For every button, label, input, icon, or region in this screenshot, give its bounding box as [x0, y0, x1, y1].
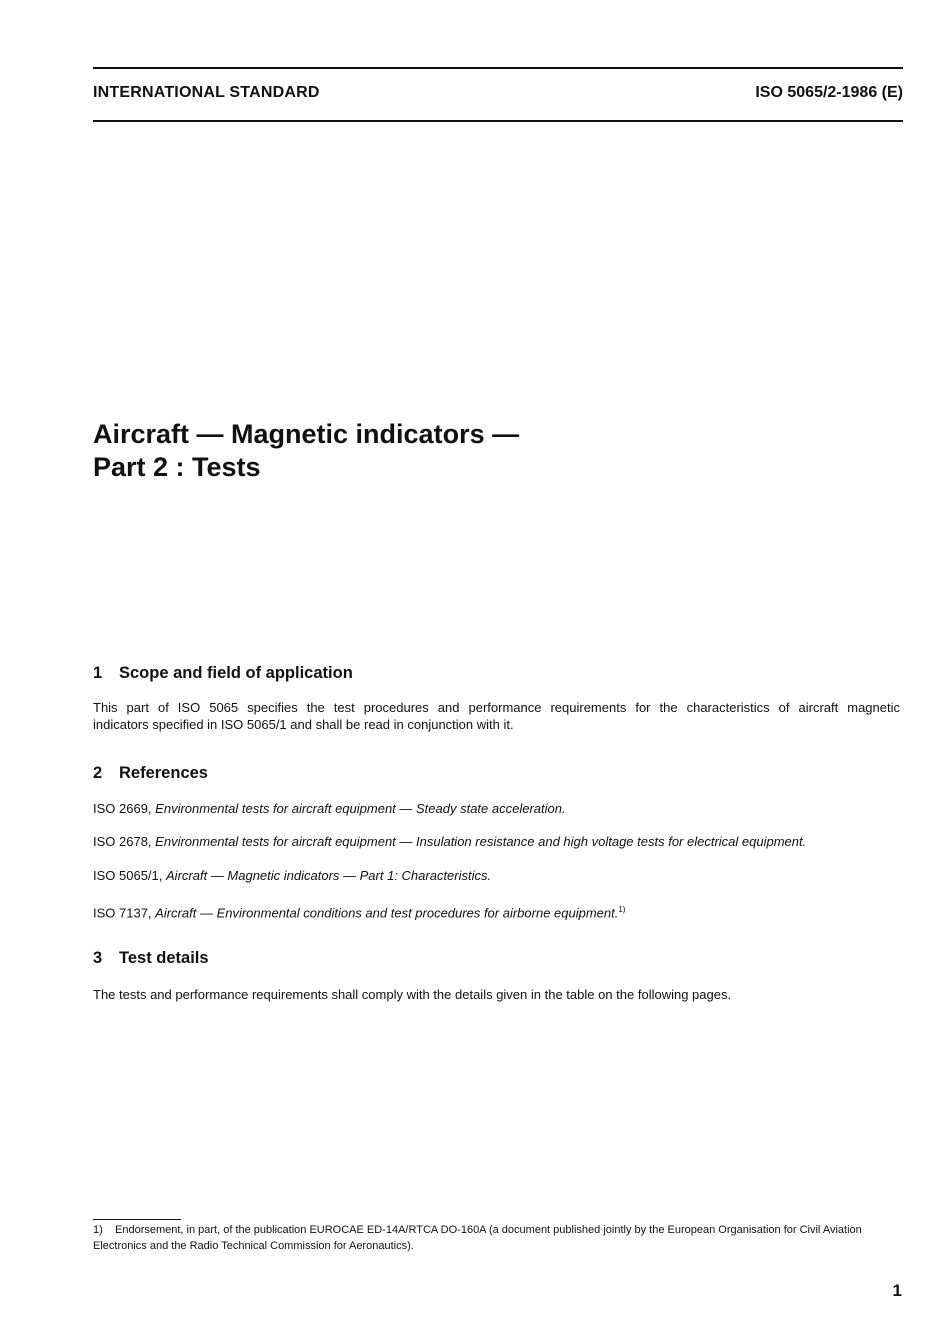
reference-code: ISO 2669, [93, 801, 152, 816]
title-line-1: Aircraft — Magnetic indicators — [93, 419, 520, 449]
header-standard-number: ISO 5065/2-1986 (E) [755, 84, 903, 101]
reference-item [93, 833, 806, 850]
section-1-text-line-2: indicators specified in ISO 5065/1 and shall be read in conjunction with it. [93, 717, 514, 732]
reference-title: Aircraft — Environmental conditions and test procedures for airborne equipment. [155, 905, 619, 921]
header-bottom-rule [93, 120, 903, 122]
section-2-number: 2 [93, 764, 103, 782]
reference-title: Aircraft — Magnetic indicators — Part 1: Characteristics. [166, 868, 492, 883]
reference-item [93, 800, 566, 817]
header-standard-type: INTERNATIONAL STANDARD [93, 84, 320, 101]
section-1-text-line-1: This part of ISO 5065 specifies the test procedures and performance requirements for the characteristics of aircraft magnetic [93, 700, 900, 715]
reference-code: ISO 5065/1, [93, 868, 163, 883]
reference-item [93, 901, 625, 921]
footnote-reference-mark: 1) [618, 905, 626, 914]
header-top-rule [93, 67, 903, 69]
footnote-mark: 1) [93, 1224, 103, 1236]
reference-title: Environmental tests for aircraft equipment — Steady state acceleration. [155, 801, 566, 816]
reference-code: ISO 2678, [93, 834, 152, 849]
footnote-text: Endorsement, in part, of the publication EUROCAE ED-14A/RTCA DO-160A (a document published jointly by the European Organisation for Civil Aviation Electronics and the Radio Technical Commission for Aeronautics). [93, 1224, 862, 1252]
section-1-title: Scope and field of application [119, 664, 353, 682]
section-3-text: The tests and performance requirements shall comply with the details given in the table on the following pages. [93, 987, 732, 1002]
page-number: 1 [892, 1281, 902, 1300]
reference-title: Environmental tests for aircraft equipment — Insulation resistance and high voltage tests for electrical equipment. [155, 834, 807, 849]
section-3-heading [93, 949, 209, 968]
reference-code: ISO 7137, [93, 905, 152, 921]
footnote-separator [93, 1219, 181, 1220]
reference-item [93, 867, 491, 884]
section-1-number: 1 [93, 664, 103, 682]
section-1-text [93, 699, 900, 733]
section-3-title: Test details [119, 949, 209, 967]
section-2-heading [93, 764, 208, 783]
footnote [93, 1222, 900, 1254]
section-2-title: References [119, 764, 208, 782]
section-1-heading [93, 664, 353, 683]
title-line-2: Part 2 : Tests [93, 452, 261, 482]
section-3-number: 3 [93, 949, 103, 967]
document-title [93, 418, 519, 484]
